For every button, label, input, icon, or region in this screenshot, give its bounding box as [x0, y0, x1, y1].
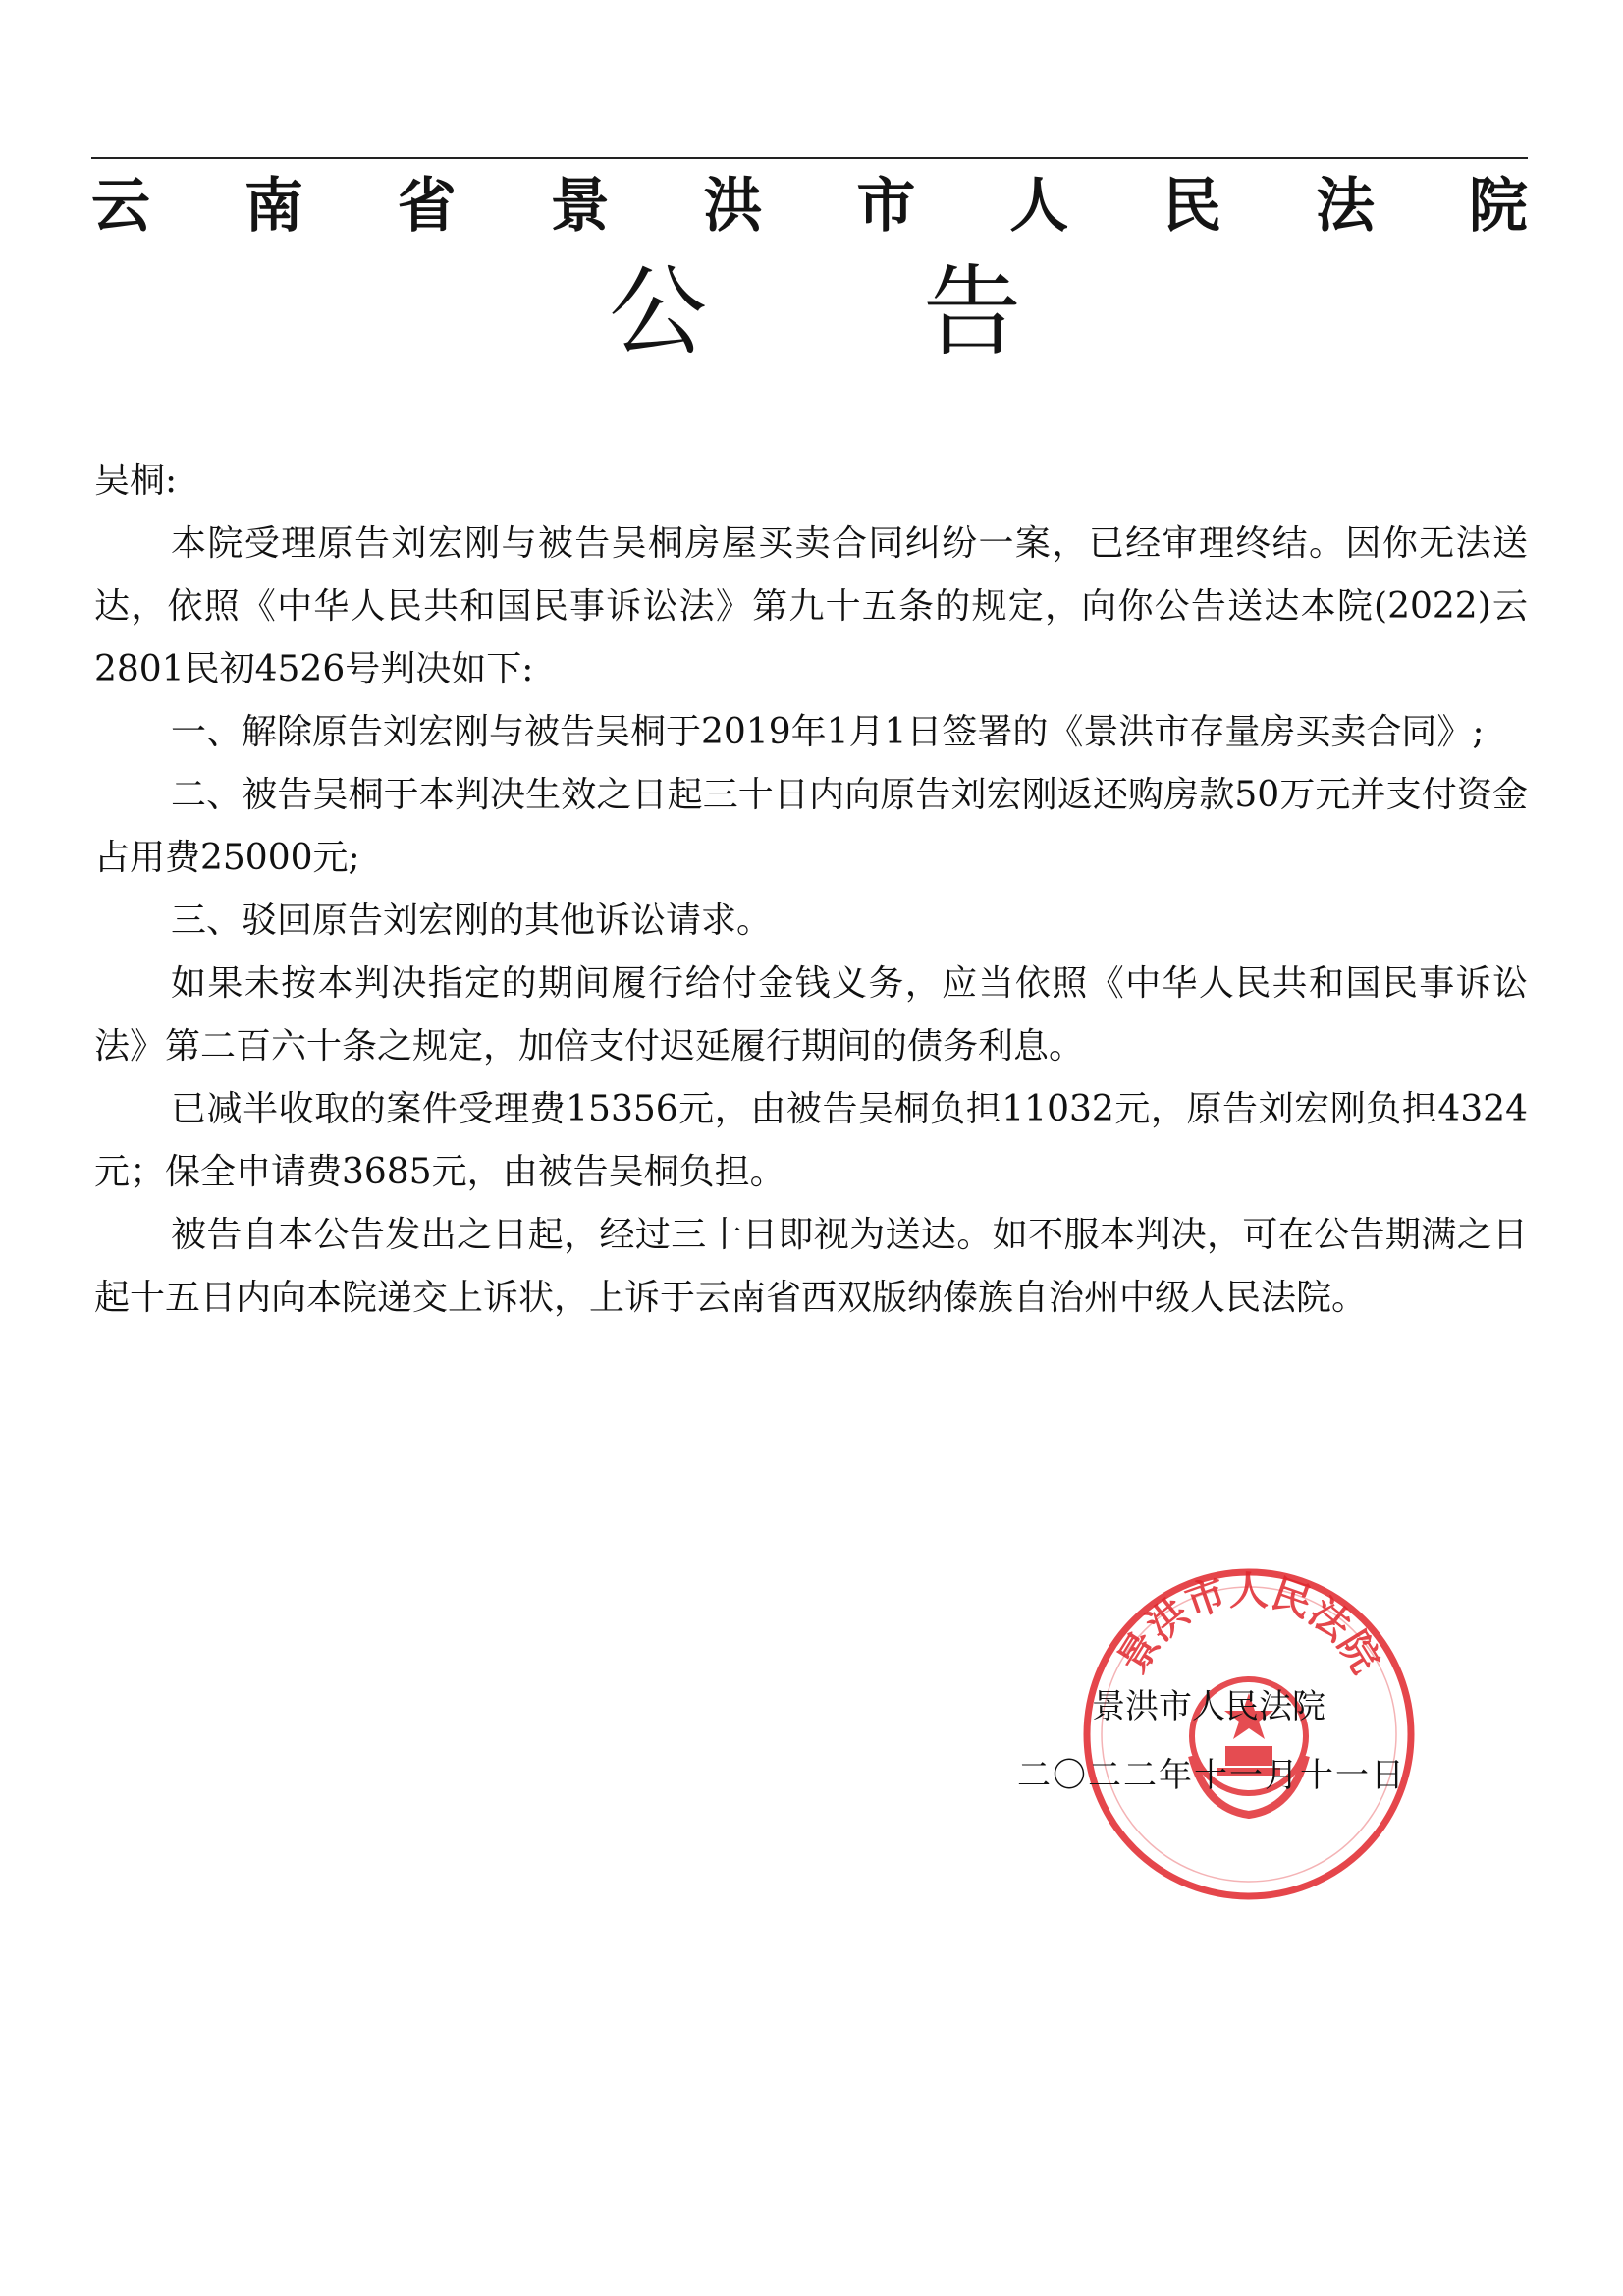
- court-name-char: 市: [856, 172, 916, 241]
- notice-title-char: 公: [609, 254, 707, 369]
- court-name-char: 民: [1163, 172, 1222, 241]
- body-paragraph: 被告自本公告发出之日起，经过三十日即视为送达。如不服本判决，可在公告期满之日起十五日内向本院递交上诉状，上诉于云南省西双版纳傣族自治州中级人民法院。: [94, 1215, 1528, 1318]
- court-name-header: [91, 167, 1528, 246]
- seal-inner-ring: [1102, 1587, 1396, 1882]
- court-name-char: 南: [243, 172, 303, 241]
- court-seal: [1078, 1563, 1420, 1905]
- judgment-item-2: 二、被告吴桐于本判决生效之日起三十日内向原告刘宏刚返还购房款50万元并支付资金占用费25000元;: [94, 775, 1528, 878]
- body-paragraph: 如果未按本判决指定的期间履行给付金钱义务，应当依照《中华人民共和国民事诉讼法》第二百六十条之规定，加倍支付迟延履行期间的债务利息。: [94, 963, 1528, 1066]
- addressee: 吴桐:: [94, 461, 178, 501]
- body-paragraph: 已减半收取的案件受理费15356元，由被告吴桐负担11032元，原告刘宏刚负担4324元；保全申请费3685元，由被告吴桐负担。: [94, 1089, 1528, 1192]
- body-paragraph: 本院受理原告刘宏刚与被告吴桐房屋买卖合同纠纷一案，已经审理终结。因你无法送达，依照《中华人民共和国民事诉讼法》第九十五条的规定，向你公告送达本院(2022)云2801民初4526号判决如下:: [94, 523, 1528, 689]
- court-name-char: 省: [397, 172, 457, 241]
- seal-ring: [1087, 1572, 1411, 1896]
- seal-text: 景洪市人民法院: [1109, 1567, 1389, 1681]
- court-name-char: 院: [1468, 172, 1528, 241]
- signature-date: 二〇二二年十一月十一日: [1017, 1756, 1406, 1795]
- judgment-item-1: 一、解除原告刘宏刚与被告吴桐于2019年1月1日签署的《景洪市存量房买卖合同》;: [171, 712, 1485, 752]
- court-name-char: 洪: [703, 172, 763, 241]
- signature-court-name: 景洪市人民法院: [1092, 1687, 1325, 1726]
- judgment-item-3: 三、驳回原告刘宏刚的其他诉讼请求。: [171, 901, 773, 941]
- notice-title: [609, 253, 1021, 371]
- notice-body: [94, 450, 1528, 1330]
- court-name-char: 景: [550, 172, 610, 241]
- court-name-char: 人: [1009, 172, 1069, 241]
- header-rule: [91, 157, 1528, 159]
- court-name-char: 云: [91, 172, 150, 241]
- court-name-char: 法: [1316, 172, 1375, 241]
- notice-title-char: 告: [923, 254, 1021, 369]
